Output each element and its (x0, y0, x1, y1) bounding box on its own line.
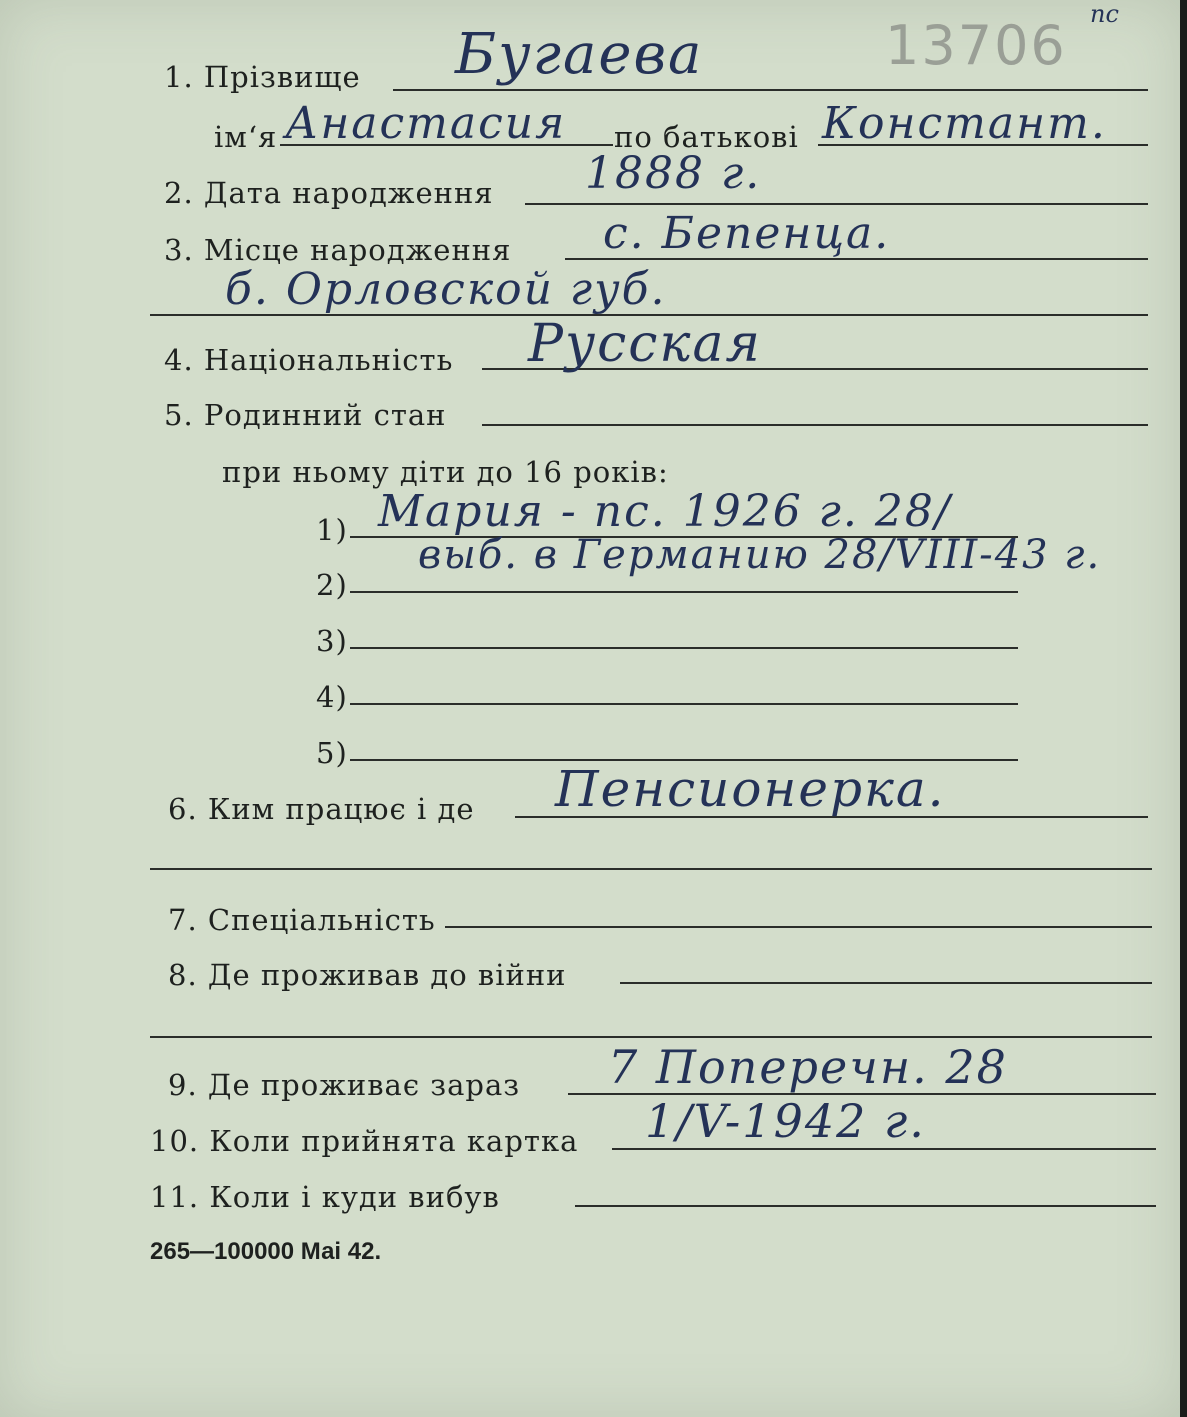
occupation-value: Пенсионерка. (555, 760, 946, 818)
card-accepted-label: 10. Коли прийнята картка (150, 1124, 579, 1158)
child-number-1: 1) (316, 513, 348, 547)
child-number-4: 4) (316, 680, 348, 714)
surname-line (393, 89, 1148, 91)
birth-place-label: 3. Місце народження (164, 233, 512, 267)
specialty-line (445, 926, 1152, 928)
child-line-4 (350, 703, 1018, 705)
birth-date-value: 1888 г. (585, 148, 762, 199)
nationality-label: 4. Національність (164, 343, 454, 377)
departure-label: 11. Коли і куди вибув (150, 1180, 500, 1214)
name-value: Анастасия (285, 98, 567, 149)
patronymic-value: Констант. (822, 98, 1107, 149)
print-run-footer: 265—100000 Маі 42. (150, 1238, 382, 1265)
prewar-residence-label: 8. Де проживав до війни (168, 958, 567, 992)
birth-date-line (525, 203, 1148, 205)
prewar-residence-line-2 (150, 1036, 1152, 1038)
nationality-value: Русская (528, 314, 762, 374)
birth-place-value-line2: б. Орловской губ. (225, 264, 667, 315)
child-line-2 (350, 591, 1018, 593)
card-accepted-value: 1/V-1942 г. (645, 1094, 926, 1148)
departure-line (575, 1205, 1156, 1207)
current-residence-value: 7 Поперечн. 28 (608, 1040, 1008, 1094)
occupation-line-2 (150, 868, 1152, 870)
occupation-label: 6. Ким працює і де (168, 792, 475, 826)
child-line-3 (350, 647, 1018, 649)
corner-initials: пс (1090, 0, 1119, 28)
archive-number-stamp: 13706 (885, 14, 1067, 77)
birth-place-value-line1: с. Бепенца. (603, 208, 891, 259)
child-number-5: 5) (316, 736, 348, 770)
specialty-label: 7. Спеціальність (168, 903, 436, 937)
current-residence-label: 9. Де проживає зараз (168, 1068, 521, 1102)
surname-value: Бугаева (455, 22, 704, 87)
marital-status-line (482, 424, 1148, 426)
birth-date-label: 2. Дата народження (164, 176, 494, 210)
patronymic-label: по батькові (614, 120, 799, 154)
child-number-3: 3) (316, 624, 348, 658)
card-accepted-line (612, 1148, 1156, 1150)
child-value-1: Мария - пс. 1926 г. 28/ (378, 486, 952, 537)
prewar-residence-line (620, 982, 1152, 984)
name-label: ім‘я (214, 120, 278, 154)
child-value-2: выб. в Германию 28/VIII-43 г. (418, 532, 1102, 578)
surname-label: 1. Прізвище (164, 60, 361, 94)
marital-status-label: 5. Родинний стан (164, 398, 447, 432)
children-label: при ньому діти до 16 років: (222, 455, 669, 489)
child-number-2: 2) (316, 568, 348, 602)
